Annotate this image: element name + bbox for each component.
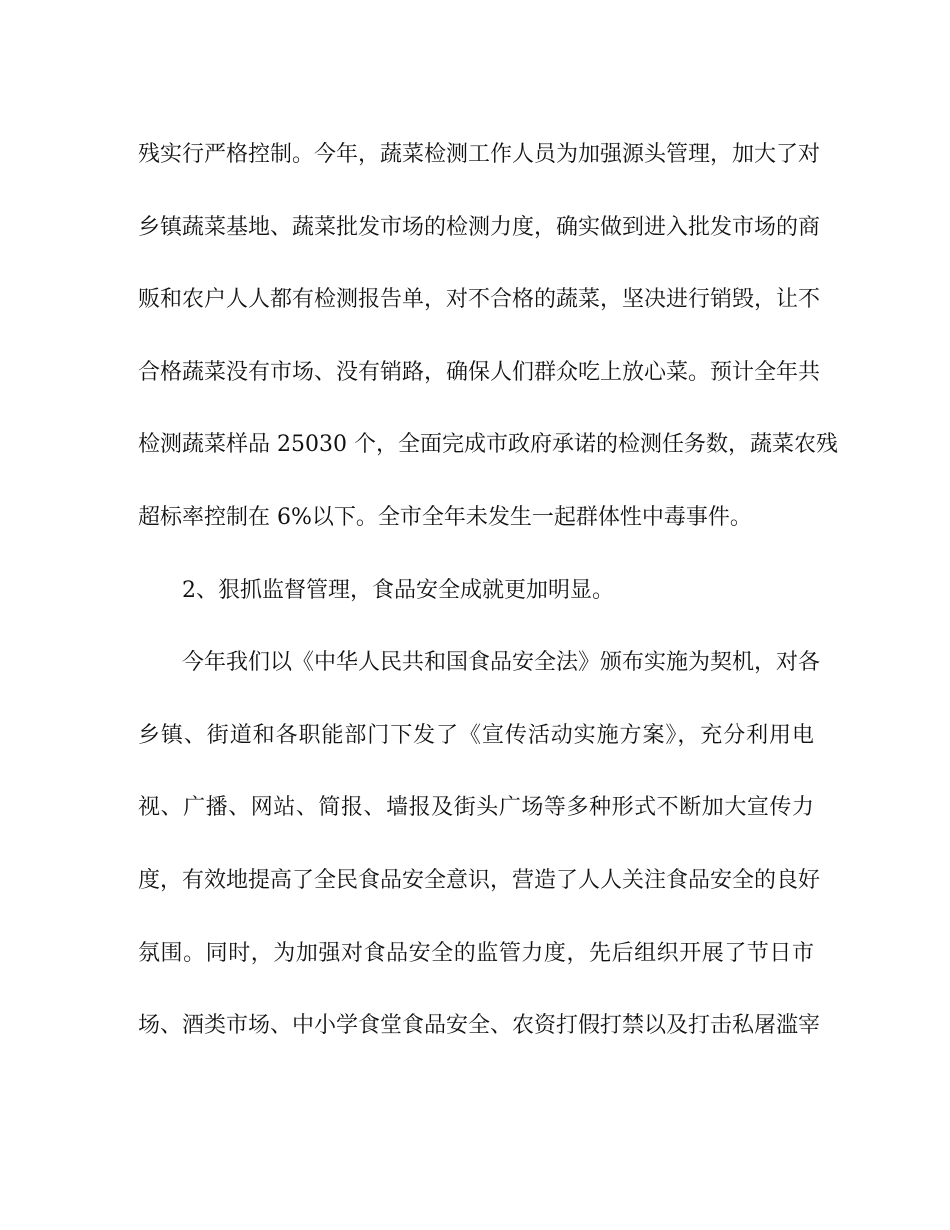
text-line: 氛围。同时，为加强对食品安全的监管力度，先后组织开展了节日市: [138, 940, 814, 966]
text-line: 贩和农户人人都有检测报告单，对不合格的蔬菜，坚决进行销毁，让不: [138, 287, 821, 313]
body-text: [138, 131, 838, 1075]
text-line: 视、广播、网站、简报、墙报及街头广场等多种形式不断加大宣传力: [138, 795, 814, 821]
text-line: 超标率控制在 6%以下。全市全年未发生一起群体性中毒事件。: [138, 504, 752, 530]
section-heading: 2、狠抓监督管理，食品安全成就更加明显。: [182, 577, 614, 603]
text-line: 场、酒类市场、中小学食堂食品安全、农资打假打禁以及打击私屠滥宰: [138, 1013, 821, 1039]
text-line: 今年我们以《中华人民共和国食品安全法》颁布实施为契机，对各: [182, 650, 821, 676]
text-line: 乡镇、街道和各职能部门下发了《宣传活动实施方案》，充分利用电: [138, 722, 814, 748]
text-line: 检测蔬菜样品 25030 个，全面完成市政府承诺的检测任务数，蔬菜农残: [138, 432, 838, 458]
text-line: 残实行严格控制。今年，蔬菜检测工作人员为加强源头管理，加大了对: [138, 142, 821, 167]
text-line: 度，有效地提高了全民食品安全意识，营造了人人关注食品安全的良好: [138, 867, 821, 893]
text-line: 乡镇蔬菜基地、蔬菜批发市场的检测力度，确实做到进入批发市场的商: [138, 214, 821, 240]
text-line: 合格蔬菜没有市场、没有销路，确保人们群众吃上放心菜。预计全年共: [138, 359, 821, 385]
